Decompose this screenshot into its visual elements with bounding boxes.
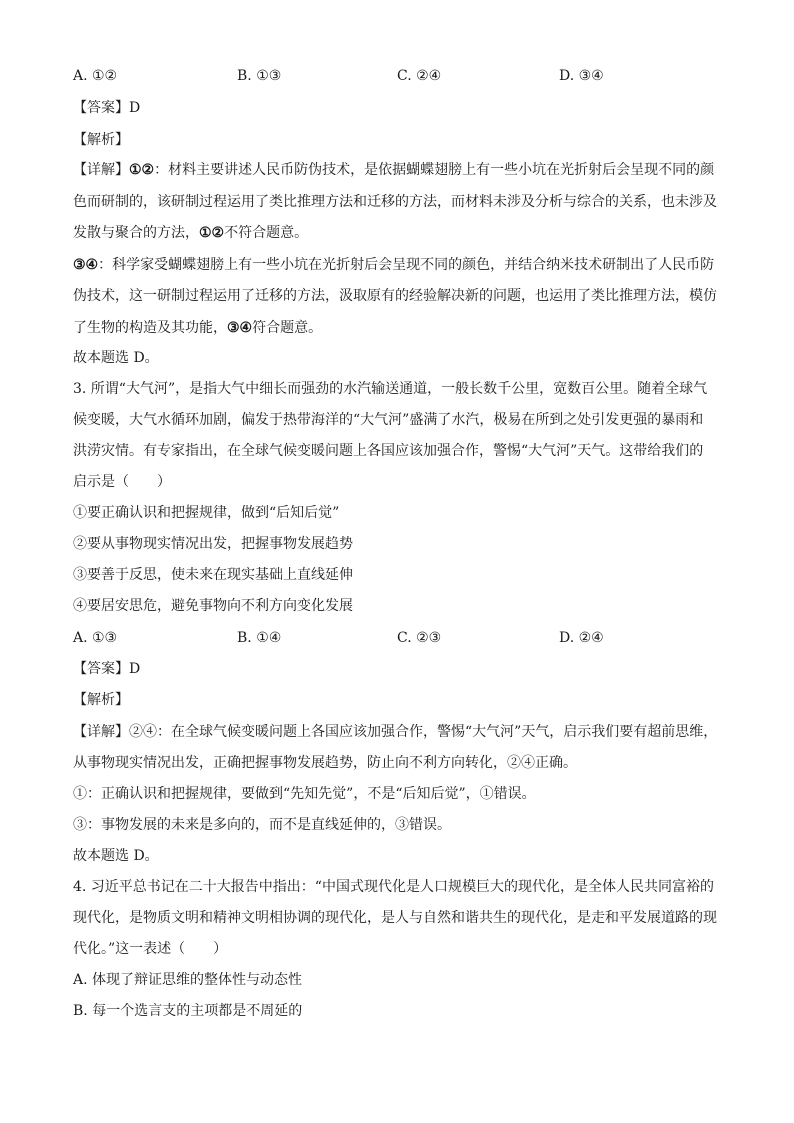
q3-answer: 【答案】D: [73, 661, 141, 677]
q3-item-1: ①要正确认识和把握规律，做到“后知后觉”: [73, 505, 340, 521]
q3-detail-line-2: 从事物现实情况出发，正确把握事物发展趋势，防止向不利方向转化，②④正确。: [73, 755, 577, 771]
q4-option-b: B. 每一个选言支的主项都是不周延的: [73, 1003, 303, 1019]
q2-detail-line-4: [73, 255, 714, 275]
q4-option-a: A. 体现了辩证思维的整体性与动态性: [73, 972, 303, 988]
q3-detail-line-1: 【详解】②④：在全球气候变暖问题上各国应该加强合作，警惕“大气河”天气，启示我们要有超前思维，: [73, 724, 718, 740]
q2-detail-line-3: [73, 223, 308, 243]
q3-item-2: ②要从事物现实情况出发，把握事物发展趋势: [73, 536, 353, 552]
q4-stem-line-1: 4. 习近平总书记在二十大报告中指出：“中国式现代化是人口规模巨大的现代化，是全体人民共同富裕的: [73, 879, 714, 895]
q3-stem-line-4: 启示是（ ）: [73, 474, 171, 490]
detail-text: ：科学家受蝴蝶翅膀上有一些小坑在光折射后会呈现不同的颜色，并结合纳米技术研制出了人民币防: [98, 257, 715, 273]
q4-stem-line-3: 代化。”这一表述（ ）: [73, 941, 228, 957]
q3-detail-line-3: ①：正确认识和把握规律，要做到“先知先觉”，不是“后知后觉”，①错误。: [73, 786, 536, 802]
q2-answer: 【答案】D: [73, 100, 141, 116]
q2-options: [73, 66, 733, 86]
q3-stem-line-3: 洪涝灾情。有专家指出，在全球气候变暖问题上各国应该加强合作，警惕“大气河”天气。这带给我们的: [73, 443, 704, 459]
option-numbers: ③④: [73, 257, 99, 273]
q2-detail-line-2: 色而研制的，该研制过程运用了类比推理方法和迁移的方法，而材料未涉及分析与综合的关系，也未涉及: [73, 194, 717, 210]
option-numbers: ①②: [199, 225, 225, 241]
detail-text: 发散与聚合的方法，: [73, 225, 199, 241]
q2-analysis-label: 【解析】: [73, 132, 129, 148]
q3-detail-line-4: ③：事物发展的未来是多向的，而不是直线延伸的，③错误。: [73, 817, 451, 833]
detail-text: 不符合题意。: [224, 225, 309, 241]
q2-option-c: C. ②④: [397, 68, 442, 84]
q2-option-a: A. ①②: [73, 68, 118, 84]
q4-stem-line-2: 现代化，是物质文明和精神文明相协调的现代化，是人与自然和谐共生的现代化，是走和平发展道路的现: [73, 910, 717, 926]
q2-option-d: D. ③④: [559, 68, 604, 84]
q2-detail-line-6: [73, 318, 322, 338]
detail-text: ：材料主要讲述人民币防伪技术，是依据蝴蝶翅膀上有一些小坑在光折射后会呈现不同的颜: [154, 162, 715, 178]
detail-text: 符合题意。: [252, 320, 323, 336]
q3-option-a: A. ①③: [73, 630, 118, 646]
detail-tag: 【详解】: [73, 162, 129, 178]
q2-option-b: B. ①③: [237, 68, 282, 84]
q3-conclusion: 故本题选 D。: [73, 848, 159, 864]
q3-analysis-label: 【解析】: [73, 692, 129, 708]
q3-stem-line-2: 候变暖，大气水循环加剧，偏发于热带海洋的“大气河”盛满了水汽，极易在所到之处引发更强的暴雨和: [73, 412, 704, 428]
q3-option-c: C. ②③: [397, 630, 442, 646]
q3-option-d: D. ②④: [559, 630, 604, 646]
option-numbers: ③④: [227, 320, 253, 336]
q2-detail-line-1: [73, 160, 714, 180]
option-numbers: ①②: [129, 162, 155, 178]
q3-item-3: ③要善于反思，使未来在现实基础上直线延伸: [73, 567, 353, 583]
q3-stem-line-1: 3. 所谓“大气河”，是指大气中细长而强劲的水汽输送通道，一般长数千公里，宽数百公里。随着全球气: [73, 381, 708, 397]
q3-option-b: B. ①④: [237, 630, 282, 646]
q3-item-4: ④要居安思危，避免事物向不利方向变化发展: [73, 598, 353, 614]
q3-options: [73, 628, 733, 648]
detail-text: 了生物的构造及其功能，: [73, 320, 227, 336]
q2-detail-line-5: 伪技术，这一研制过程运用了迁移的方法，汲取原有的经验解决新的问题，也运用了类比推理方法，模仿: [73, 288, 717, 304]
q2-conclusion: 故本题选 D。: [73, 350, 159, 366]
